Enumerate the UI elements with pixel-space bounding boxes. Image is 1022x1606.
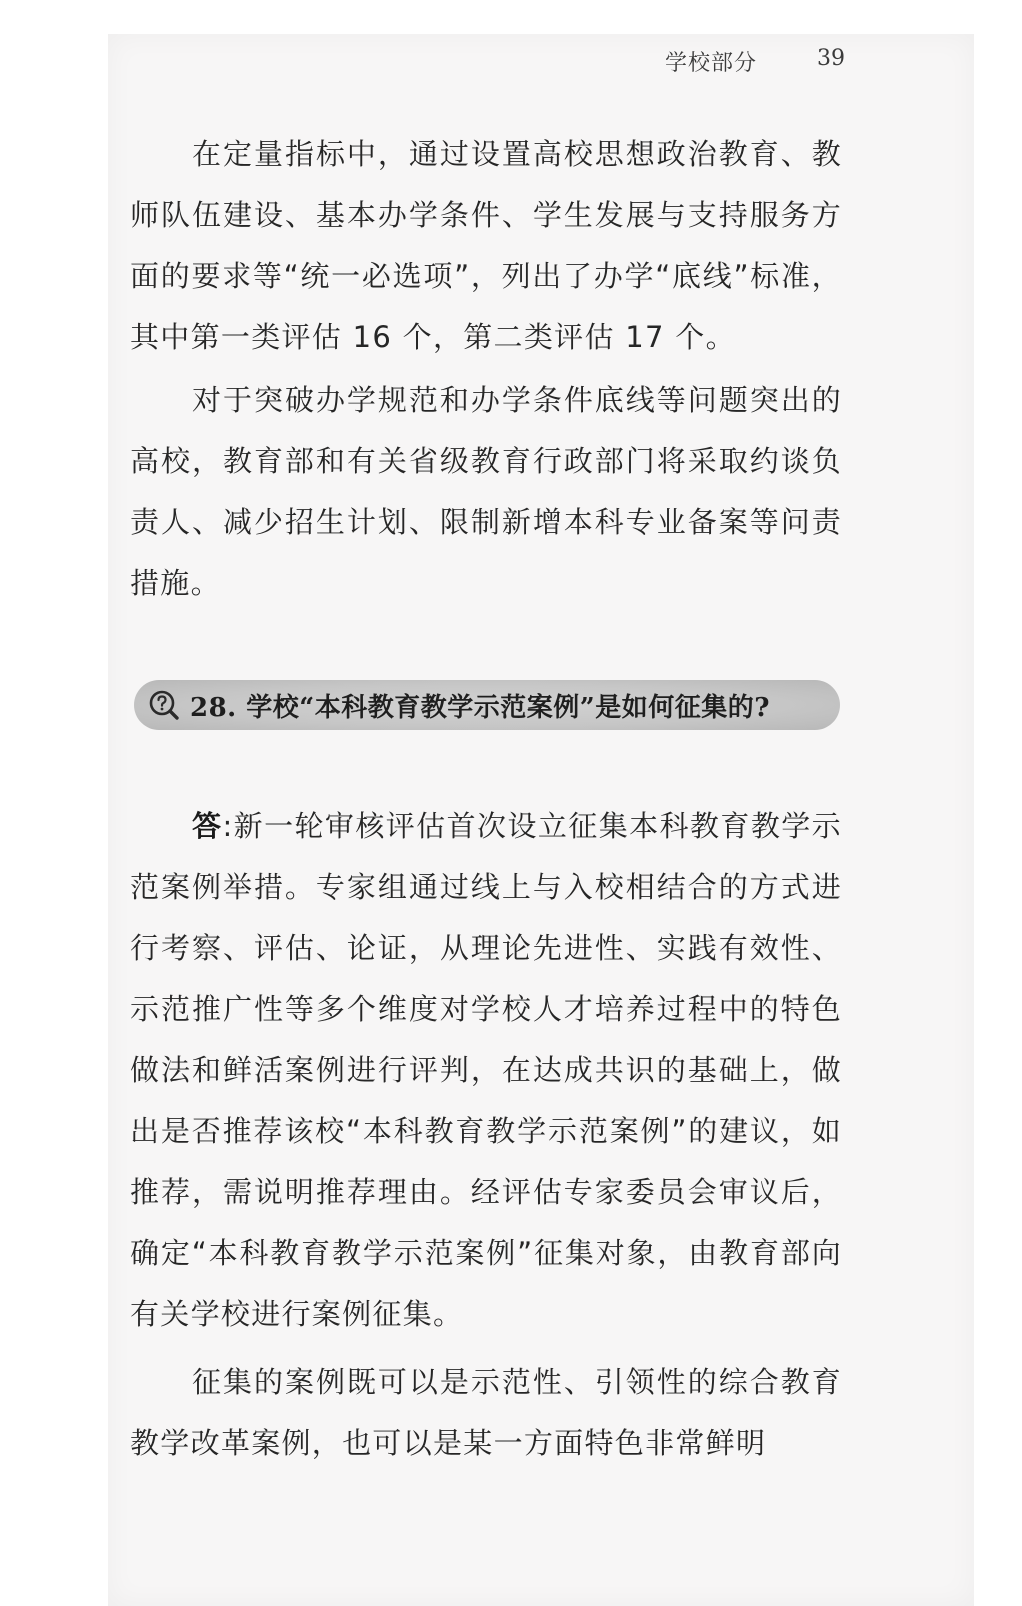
- paragraph-block: [130, 124, 842, 368]
- question-title: 28. 学校“本科教育教学示范案例”是如何征集的?: [190, 692, 770, 723]
- paragraph-accountability: 对于突破办学规范和办学条件底线等问题突出的高校，教育部和有关省级教育行政部门将采取约谈负责人、减少招生计划、限制新增本科专业备案等问责措施。: [130, 383, 842, 600]
- paragraph-block: [130, 370, 842, 614]
- paragraph-quantitative-indicators: 在定量指标中，通过设置高校思想政治教育、教师队伍建设、基本办学条件、学生发展与支持服务方面的要求等“统一必选项”，列出了办学“底线”标准，其中第一类评估 16 个，第二类评估 17 个。: [130, 137, 842, 354]
- answer-separator: :: [222, 809, 234, 843]
- paragraph-case-types: 征集的案例既可以是示范性、引领性的综合教育教学改革案例，也可以是某一方面特色非常鲜明: [130, 1365, 842, 1460]
- question-magnifier-icon: [148, 689, 180, 721]
- question-banner: [134, 680, 840, 730]
- page-number: 39: [817, 46, 845, 71]
- answer-label: 答: [192, 809, 223, 843]
- answer-paragraph: [130, 796, 842, 1345]
- answer-text: 新一轮审核评估首次设立征集本科教育教学示范案例举措。专家组通过线上与入校相结合的方式进行考察、评估、论证，从理论先进性、实践有效性、示范推广性等多个维度对学校人才培养过程中的特色做法和鲜活案例进行评判，在达成共识的基础上，做出是否推荐该校“本科教育教学示范案例”的建议，如推荐，需说明推荐理由。经评估专家委员会审议后，确定“本科教育教学示范案例”征集对象，由教育部向有关学校进行案例征集。: [130, 809, 842, 1331]
- running-header: [0, 46, 862, 78]
- paragraph-block: [130, 1352, 842, 1474]
- section-title: 学校部分: [665, 51, 758, 76]
- answer-block: [130, 796, 842, 1345]
